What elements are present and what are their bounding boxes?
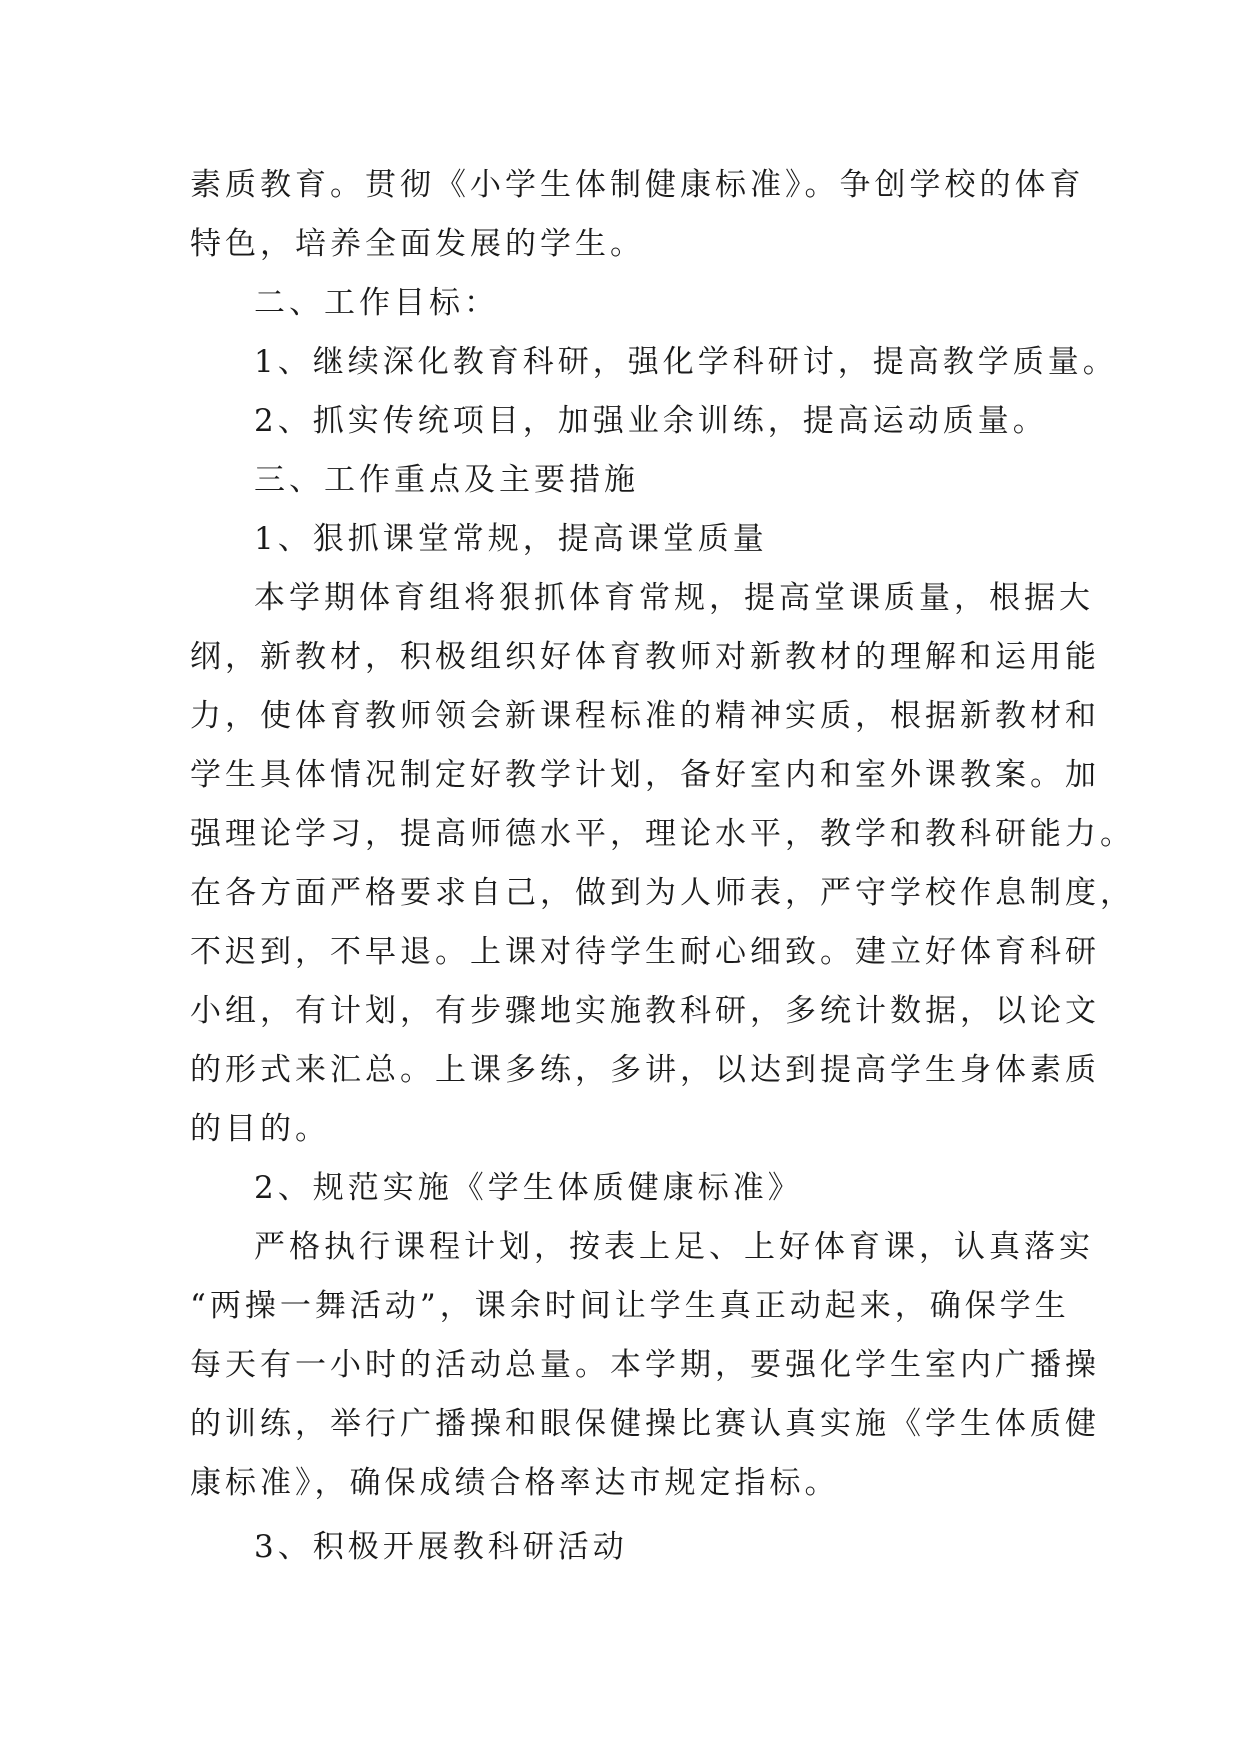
section-heading: 二、工作目标：: [254, 285, 499, 321]
text-line: 力，使体育教师领会新课程标准的精神实质，根据新教材和: [190, 698, 1100, 734]
text-line: 纲，新教材，积极组织好体育教师对新教材的理解和运用能: [190, 639, 1100, 675]
text-line: 不迟到，不早退。上课对待学生耐心细致。建立好体育科研: [190, 934, 1100, 970]
subsection-heading: 2、规范实施《学生体质健康标准》: [254, 1170, 803, 1206]
text-line: 特色，培养全面发展的学生。: [190, 226, 645, 262]
text-line: 的训练，举行广播操和眼保健操比赛认真实施《学生体质健: [190, 1406, 1100, 1442]
text-line: 的形式来汇总。上课多练，多讲，以达到提高学生身体素质: [190, 1052, 1100, 1088]
list-item: 2、抓实传统项目，加强业余训练，提高运动质量。: [254, 403, 1048, 439]
text-line: 每天有一小时的活动总量。本学期，要强化学生室内广播操: [190, 1347, 1100, 1383]
text-line: 强理论学习，提高师德水平，理论水平，教学和教科研能力。: [190, 816, 1135, 852]
section-heading: 三、工作重点及主要措施: [254, 462, 639, 498]
text-line: 小组，有计划，有步骤地实施教科研，多统计数据，以论文: [190, 993, 1100, 1029]
text-line: 学生具体情况制定好教学计划，备好室内和室外课教案。加: [190, 757, 1100, 793]
text-line: 的目的。: [190, 1111, 330, 1147]
text-line: 严格执行课程计划，按表上足、上好体育课，认真落实: [254, 1229, 1094, 1265]
text-line: 本学期体育组将狠抓体育常规，提高堂课质量，根据大: [254, 580, 1094, 616]
subsection-heading: 3、积极开展教科研活动: [254, 1529, 628, 1565]
list-item: 1、继续深化教育科研，强化学科研讨，提高教学质量。: [254, 344, 1118, 380]
text-line: 康标准》，确保成绩合格率达市规定指标。: [190, 1465, 840, 1501]
text-line: “两操一舞活动”，课余时间让学生真正动起来，确保学生: [190, 1288, 1070, 1324]
text-line: 素质教育。贯彻《小学生体制健康标准》。争创学校的体育: [190, 167, 1085, 203]
text-line: 在各方面严格要求自己，做到为人师表，严守学校作息制度，: [190, 875, 1135, 911]
subsection-heading: 1、狠抓课堂常规，提高课堂质量: [254, 521, 768, 557]
